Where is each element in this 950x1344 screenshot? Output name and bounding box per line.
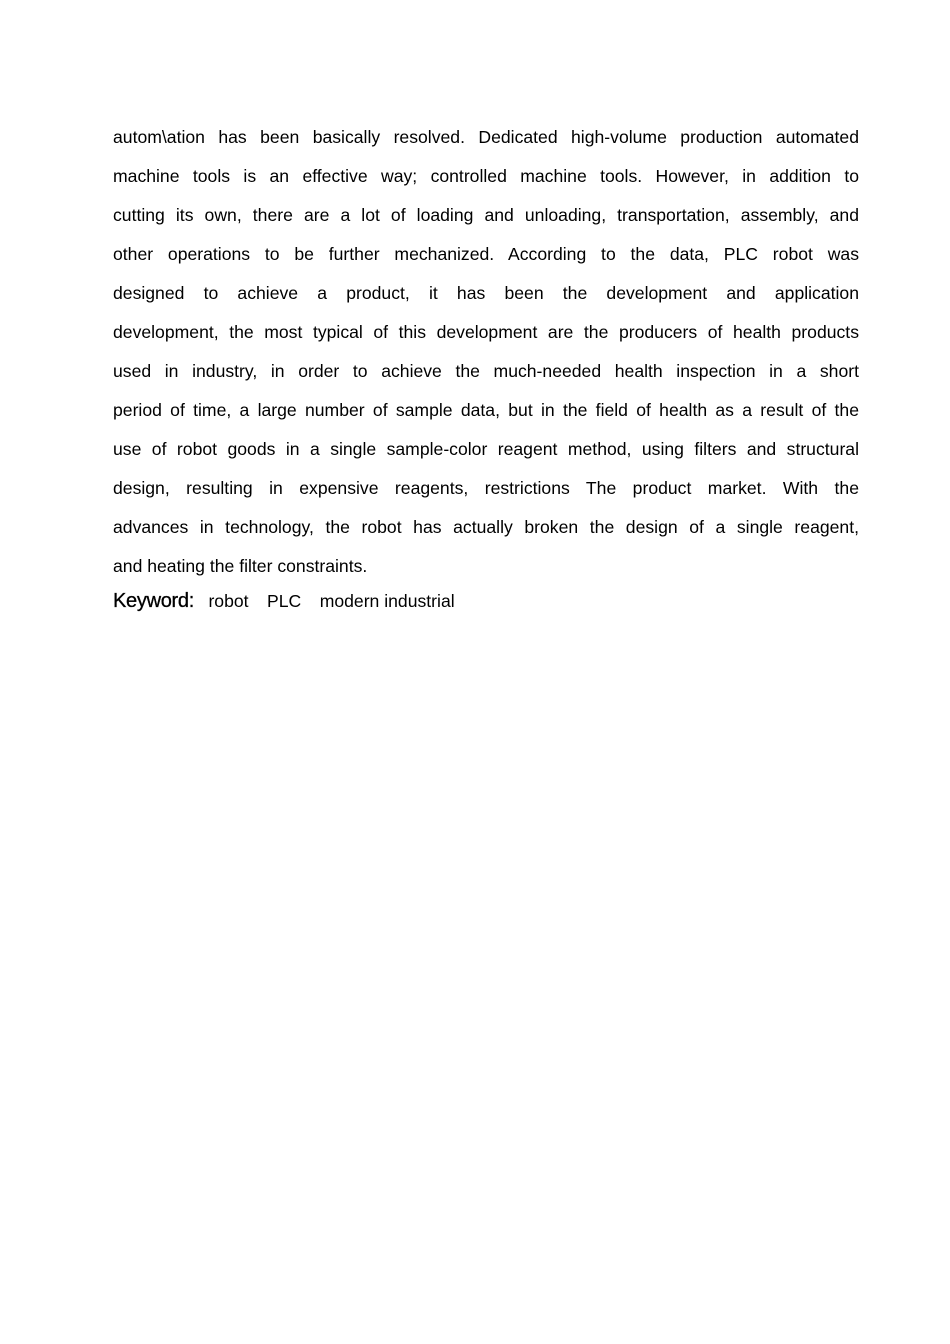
paragraph-line: other operations to be further mechanized. According to the data, PLC robot was [113, 244, 859, 264]
paragraph-line: autom\ation has been basically resolved. Dedicated high-volume production automated [113, 127, 859, 147]
paragraph-line: cutting its own, there are a lot of loading and unloading, transportation, assembly, and [113, 205, 859, 225]
paragraph-line: machine tools is an effective way; controlled machine tools. However, in addition to [113, 166, 859, 186]
paragraph-line: designed to achieve a product, it has been the development and application [113, 283, 859, 303]
paragraph-line: development, the most typical of this development are the producers of health products [113, 322, 859, 342]
keyword-item: modern industrial [319, 591, 455, 611]
keywords-label: Keyword: [113, 590, 194, 612]
abstract-section [113, 118, 859, 615]
paragraph-line: design, resulting in expensive reagents, restrictions The product market. With the [113, 478, 859, 498]
paragraph-line: and heating the filter constraints. [113, 556, 368, 576]
keyword-item: PLC [267, 591, 302, 611]
keywords-line [113, 587, 859, 615]
keyword-item: robot [208, 591, 249, 611]
paragraph-line: advances in technology, the robot has actually broken the design of a single reagent, [113, 517, 859, 537]
paragraph-line: use of robot goods in a single sample-color reagent method, using filters and structural [113, 439, 859, 459]
paragraph-line: period of time, a large number of sample data, but in the field of health as a result of the [113, 400, 859, 420]
abstract-paragraph [113, 118, 859, 586]
paragraph-line: used in industry, in order to achieve the much-needed health inspection in a short [113, 361, 859, 381]
